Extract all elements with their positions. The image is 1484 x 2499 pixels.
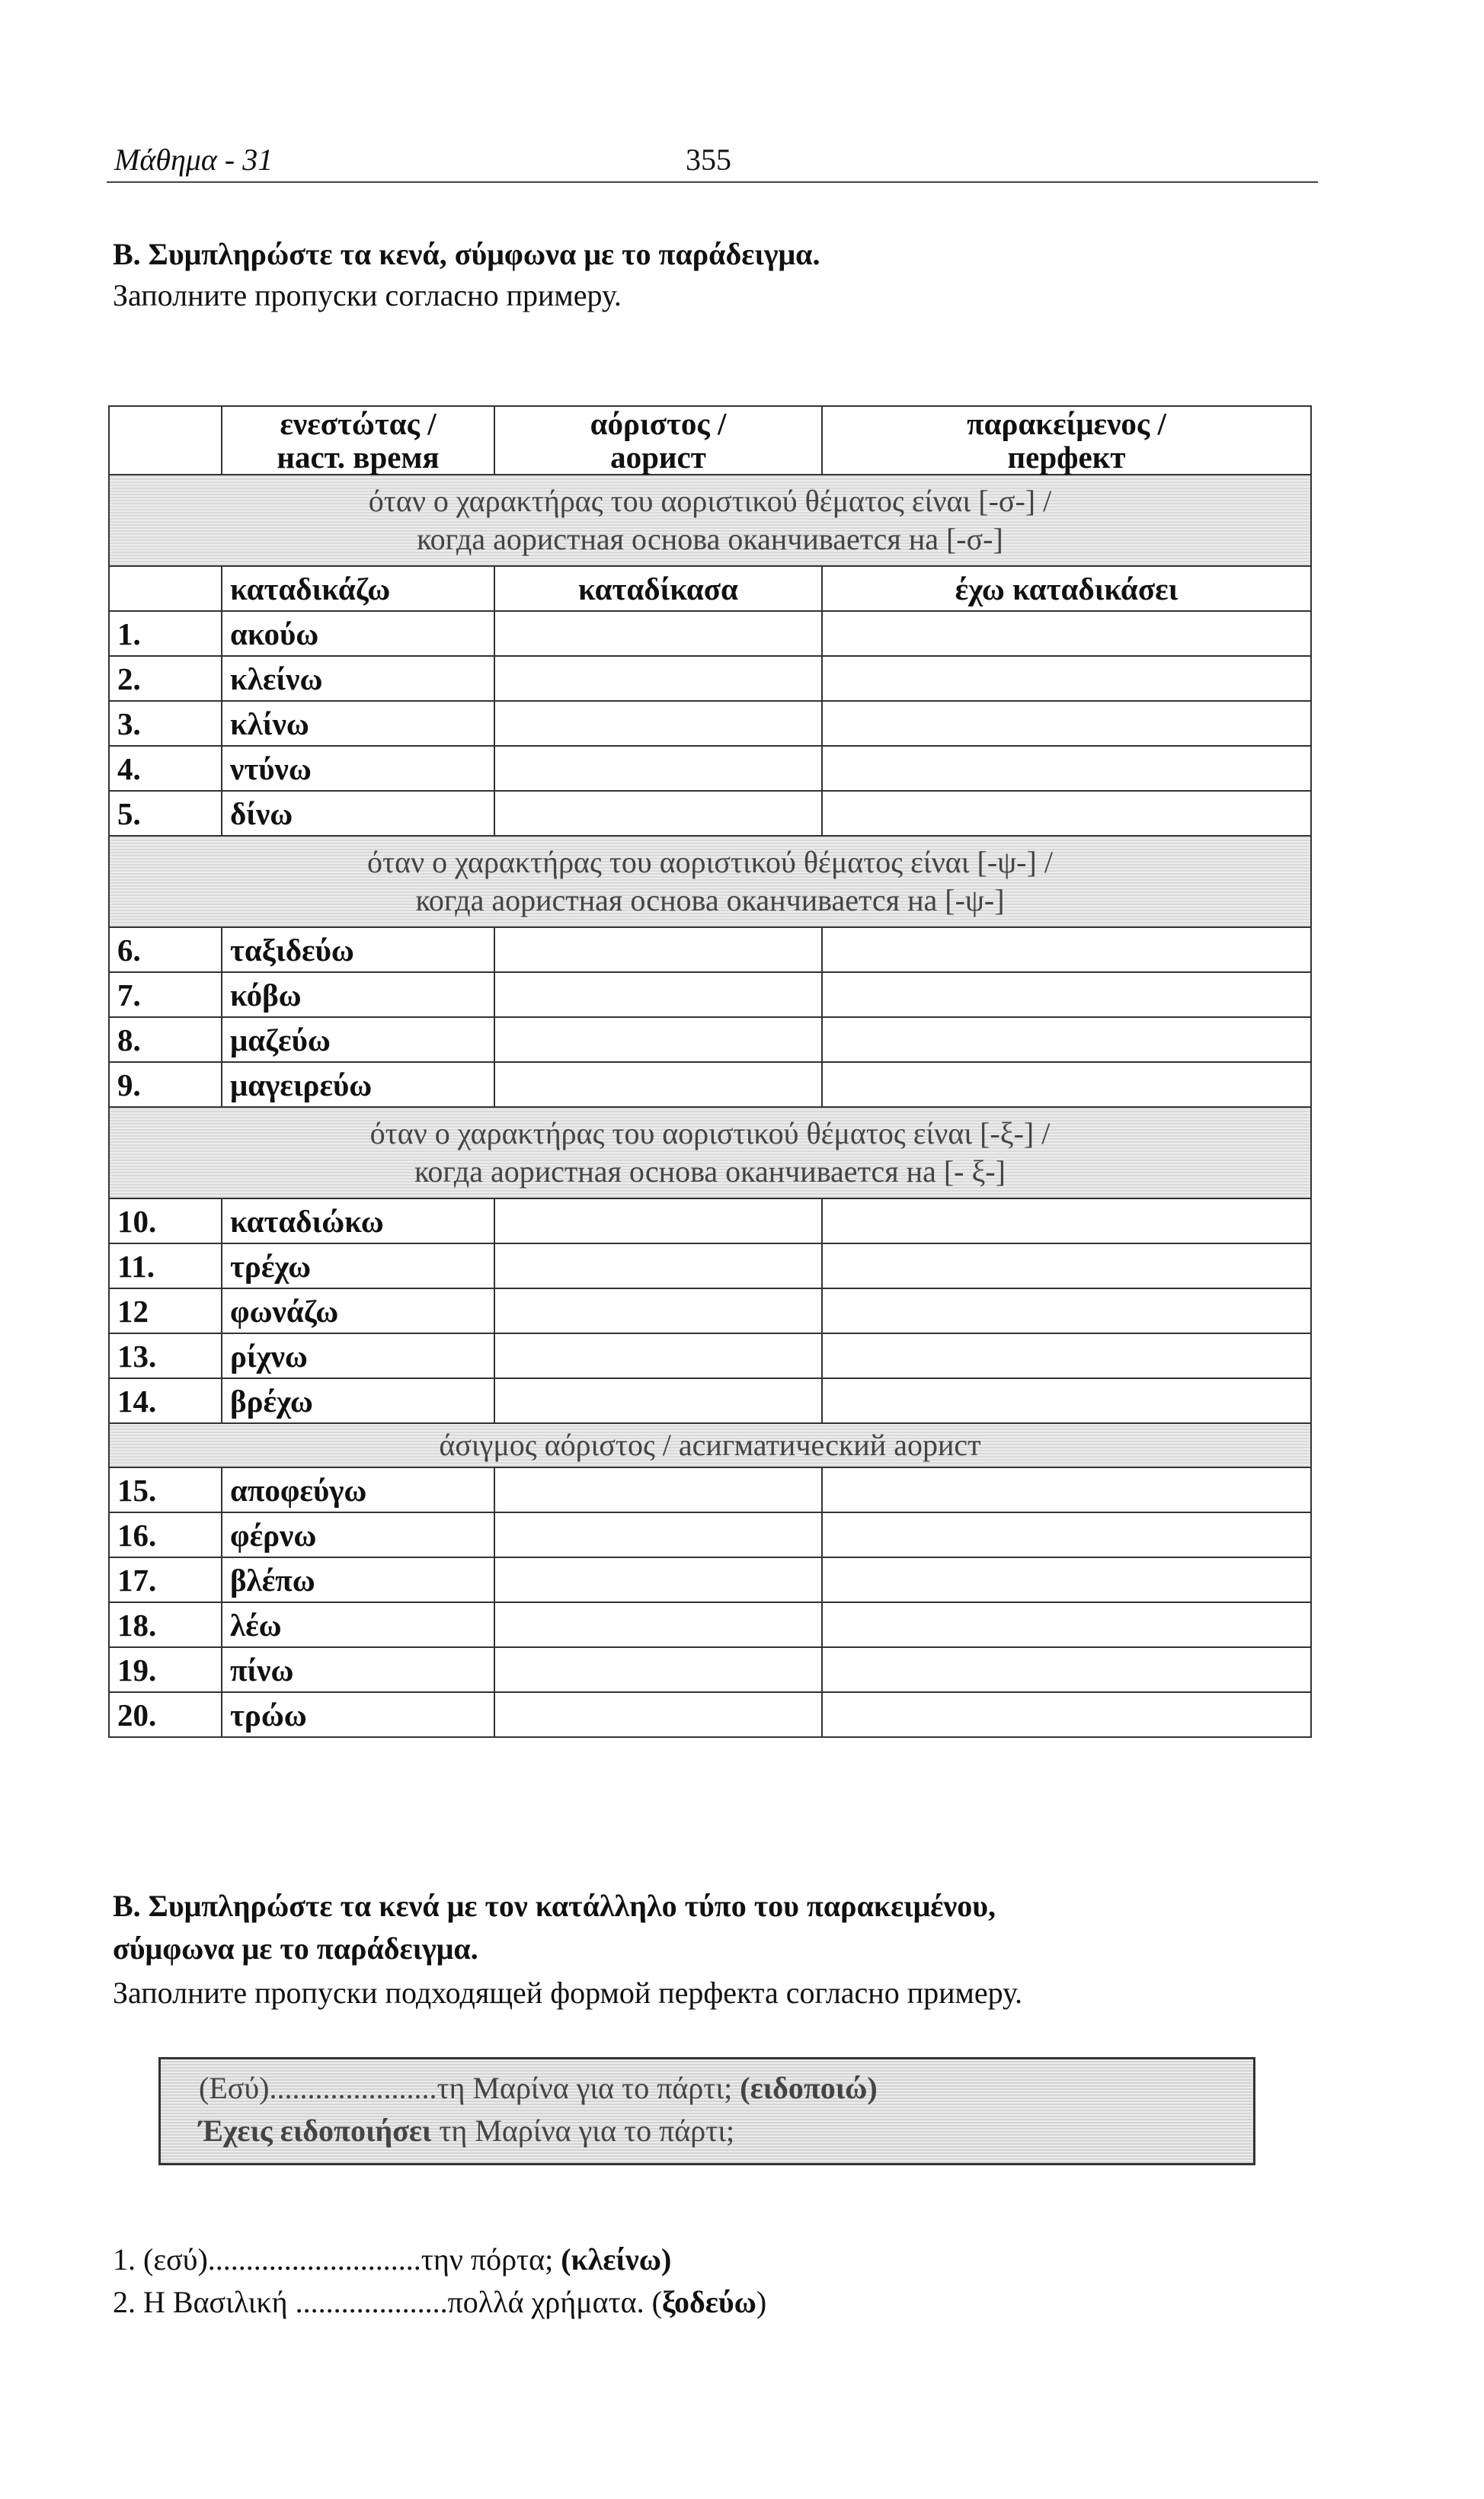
header-aorist: αόριστος / аорист [494,406,822,475]
table-row: 6. ταξιδεύω [109,927,1311,972]
table-row: 17. βλέπω [109,1557,1311,1602]
example-present: καταδικάζω [222,566,494,611]
table-row: 4. ντύνω [109,746,1311,791]
table-row: 15. αποφεύγω [109,1467,1311,1512]
table-row: 12 φωνάζω [109,1288,1311,1333]
section-v-subtitle: Заполните пропуски подходящей формой перфекта согласно примеру. [113,1976,1023,2010]
table-row: 1. ακούω [109,611,1311,656]
table-row: 13. ρίχνω [109,1333,1311,1378]
table-row: 16. φέρνω [109,1512,1311,1557]
group-band-asigmatic: άσιγμος αόριστος / асигматический аорист [109,1423,1311,1467]
table-row: 7. κόβω [109,972,1311,1017]
table-row: 20. τρώω [109,1692,1311,1737]
table-row: 14. βρέχω [109,1378,1311,1423]
header-present: ενεστώτας / наст. время [222,406,494,475]
header-perfect: παρακείμενος / перфект [822,406,1311,475]
group-band-xi: όταν ο χαρακτήρας του αοριστικού θέματος είναι [-ξ-] / когда аористная основа оканчивается на [- ξ-] [109,1107,1311,1198]
table-row: 8. μαζεύω [109,1017,1311,1062]
example-line-2: Έχεις ειδοποιήσει τη Μαρίνα για το πάρτι; [199,2113,735,2148]
example-row [109,566,1311,611]
exercise-1: 1. (εσύ)............................την πόρτα; (κλείνω) [113,2242,672,2277]
page-header [107,136,1318,183]
table-row: 18. λέω [109,1602,1311,1647]
table-header-row [109,406,1311,475]
table-row: 2. κλείνω [109,656,1311,701]
table-row: 10. καταδιώκω [109,1198,1311,1243]
header-empty-cell [109,406,222,475]
group-band-psi: όταν ο χαρακτήρας του αοριστικού θέματος είναι [-ψ-] / когда аористная основа оканчивается на [-ψ-] [109,836,1311,927]
exercise-2: 2. Η Βασιλική ....................πολλά χρήματα. (ξοδεύω) [113,2285,767,2319]
section-v-title: Β. Συμπληρώστε τα κενά με τον κατάλληλο τύπο του παρακειμένου, σύμφωνα με το παράδειγμα. [113,1889,996,1966]
section-b-subtitle: Заполните пропуски согласно примеру. [113,278,622,312]
example-perfect: έχω καταδικάσει [822,566,1311,611]
example-box [158,2057,1255,2165]
section-b-title: Β. Συμπληρώστε τα κενά, σύμφωνα με το παράδειγμα. [113,237,820,271]
table-row: 19. πίνω [109,1647,1311,1692]
page-number: 355 [686,142,731,177]
table-row: 3. κλίνω [109,701,1311,746]
example-aorist: καταδίκασα [494,566,822,611]
lesson-label: Μάθημα - 31 [114,142,273,177]
table-row: 11. τρέχω [109,1243,1311,1288]
example-line-1: (Εσύ)......................τη Μαρίνα για το πάρτι; (ειδοποιώ) [199,2071,878,2105]
group-band-sigma: όταν ο χαρακτήρας του αοριστικού θέματος είναι [-σ-] / когда аористная основа оканчивается на [-σ-] [109,475,1311,566]
verb-table [108,405,1312,1738]
table-row: 5. δίνω [109,791,1311,836]
table-row: 9. μαγειρεύω [109,1062,1311,1107]
